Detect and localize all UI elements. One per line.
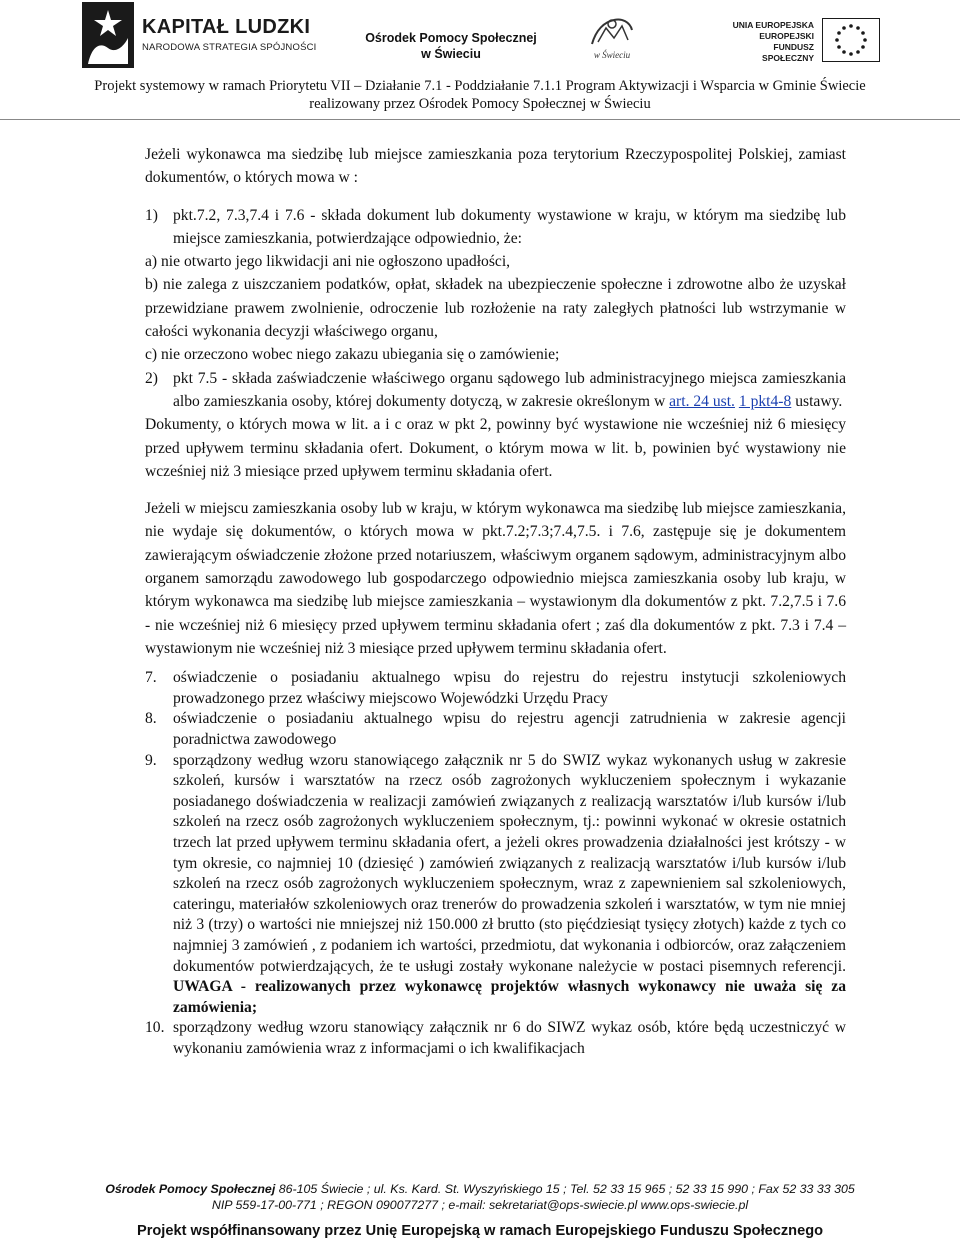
item-1b: b) nie zalega z uiszczaniem podatków, opłat, składek na ubezpieczenie społeczne i zdrowotne albo że uzyskał przewidziane prawem zwolnienie, odroczenie lub rozłożenie na raty zaległych płatności lub wstrzymanie w całości wykonania decyzji właściwego organu,	[145, 276, 846, 341]
eu-line2: EUROPEJSKI	[759, 31, 814, 41]
warning-note: UWAGA - realizowanych przez wykonawcę projektów własnych wykonawcy nie uważa się za zamówienia;	[173, 978, 846, 1016]
ops-name-line1: Ośrodek Pomocy Społecznej	[365, 31, 537, 45]
footer-address: Ośrodek Pomocy Społecznej 86-105 Świecie ; ul. Ks. Kard. St. Wyszyńskiego 15 ; Tel. 52 33 15 965 ; 52 33 15 990 ; Fax 52 33 33 305	[105, 1182, 855, 1196]
paragraph-foreign-contractor: Jeżeli wykonawca ma siedzibę lub miejsce zamieszkania poza terytorium Rzeczypospolitej Polskiej, zamiast dokumentów, o których mowa w :	[145, 146, 846, 187]
ops-name	[356, 30, 546, 62]
kl-title: KAPITAŁ LUDZKI	[142, 16, 311, 38]
list-item-1	[145, 204, 846, 251]
list-item: 10. sporządzony według wzoru stanowiący załącznik nr 6 do SIWZ wykaz osób, które będą uczestniczyć w wykonaniu zamówienia wraz z informacjami o ich kwalifikacjach	[145, 1019, 846, 1057]
item-1c: c) nie orzeczono wobec niego zakazu ubiegania się o zamówienie;	[145, 346, 560, 364]
list-item-2	[145, 367, 846, 414]
item-number: 2)	[145, 369, 158, 387]
ops-name-line2: w Świeciu	[421, 47, 481, 61]
item-number: 1)	[145, 206, 158, 224]
footer-cofinancing: Projekt współfinansowany przez Unię Europejską w ramach Europejskiego Funduszu Społecznego	[136, 1223, 824, 1239]
page-header	[0, 0, 960, 122]
eu-flag-icon	[822, 18, 880, 62]
document-body	[145, 143, 846, 1060]
numbered-list	[145, 668, 846, 1059]
law-link-art-24[interactable]: art. 24 ust.	[669, 392, 735, 410]
list-item: 8. oświadczenie o posiadaniu aktualnego wpisu do rejestru agencji zatrudnienia w zakresie agencji poradnictwa zawodowego	[145, 710, 846, 749]
eu-logo	[722, 18, 882, 66]
item-1a: a) nie otwarto jego likwidacji ani nie ogłoszono upadłości,	[145, 253, 511, 271]
eu-line1: UNIA EUROPEJSKA	[732, 20, 814, 30]
kapital-ludzki-logo	[82, 2, 322, 68]
kapital-ludzki-emblem-icon	[82, 2, 134, 68]
item-text: pkt.7.2, 7.3,7.4 i 7.6 - składa dokument lub dokumenty wystawione w kraju, w którym ma siedzibę lub miejsce zamieszkania, potwierdzające odpowiednio, że:	[173, 206, 846, 247]
paragraph-notary-statement: Jeżeli w miejscu zamieszkania osoby lub w kraju, w którym wykonawca ma siedzibę lub miejsce zamieszkania, nie wydaje się dokumentów, o których mowa w pkt.7.2;7.3;7.4,7.5. i 7.6, zastępuje się je dokumentem zawierającym oświadczenie złożone przed notariuszem, właściwym organem sądowym, administracyjnym albo organem samorządu zawodowego lub gospodarczego odpowiednio miejsca zamieszkania osoby lub kraju, w którym wykonawca ma siedzibę lub miejsce zamieszkania – wystawionym dla dokumentów z pkt. 7.2,7.5 i 7.6 - nie wcześniej niż 6 miesięcy przed upływem terminu składania ofert ; zaś dla dokumentów z pkt. 7.3 i 7.4 – wystawionym nie wcześniej niż 3 miesiące przed upływem terminu składania ofert.	[145, 500, 846, 657]
project-line-2: realizowany przez Ośrodek Pomocy Społecznej w Świeciu	[309, 96, 651, 112]
paragraph-document-dates: Dokumenty, o których mowa w lit. a i c oraz w pkt 2, powinny być wystawione nie wcześniej niż 6 miesięcy przed upływem terminu składania ofert. Dokument, o którym mowa w lit. b, powinien być wystawiony nie wcześniej niż 3 miesiące przed upływem terminu składania ofert.	[145, 416, 846, 480]
list-item: 9. sporządzony według wzoru stanowiącego załącznik nr 5 do SWIZ wykaz wykonanych usług w zakresie szkoleń, kursów i warsztatów na rzecz osób zagrożonych wykluczeniem społecznym i wykazanie posiadanego doświadczenia w realizacji zamówień związanych z realizacją warsztatów i/lub kursów i/lub szkoleń na rzecz osób zagrożonych wykluczeniem społecznym, tj.: powinni wykonać w okresie ostatnich trzech lat przed upływem terminu składania ofert, a jeżeli okres prowadzenia działalności jest krótszy - w tym okresie, co najmniej 10 (dziesięć ) zamówień związanych z realizacją warsztatów i/lub kursów i/lub szkoleń na rzecz osób zagrożonych wykluczeniem społecznym, wraz z zapewnieniem sal szkoleniowych, cateringu, materiałów szkoleniowych oraz trenerów do prowadzenia szkoleń i warsztatów, w tym nie mniej niż 3 (trzy) o wartości nie mniejszej niż 150.000 zł brutto (sto pięćdziesiąt tysięcy złotych) każde z tych co najmniej 3 zamówień , z podaniem ich wartości, przedmiotu, dat wykonania i odbiorców, oraz załączeniem dokumentów potwierdzających, że te usługi zostały wykonane należycie w postaci pisemnych referencji. UWAGA - realizowanych przez wykonawcę projektów własnych wykonawcy nie uważa się za zamówienia;	[145, 751, 846, 1016]
kl-subtitle: NARODOWA STRATEGIA SPÓJNOŚCI	[142, 42, 317, 53]
eu-line3: FUNDUSZ SPOŁECZNY	[762, 42, 814, 63]
project-line-1: Projekt systemowy w ramach Priorytetu VII – Działanie 7.1 - Poddziałanie 7.1.1 Program Aktywizacji i Wsparcia w Gminie Świecie	[94, 78, 866, 94]
law-link-pkt[interactable]: 1 pkt4-8	[738, 392, 792, 410]
eu-text	[722, 20, 814, 64]
ops-logo-text: w Świeciu	[593, 50, 631, 60]
footer-contact: NIP 559-17-00-771 ; REGON 090077277 ; e-mail: sekretariat@ops-swiecie.pl www.ops-swiecie.pl	[211, 1198, 749, 1212]
header-divider	[0, 119, 960, 120]
ops-swiecie-logo-icon	[584, 8, 640, 64]
list-item: 7. oświadczenie o posiadaniu aktualnego wpisu do rejestru do rejestru instytucji szkoleniowych prowadzonego przez właściwy miejscowo Wojewódzki Urzędu Pracy	[145, 669, 846, 707]
item-text: pkt 7.5 - składa zaświadczenie właściwego organu sądowego lub administracyjnego miejsca zamieszkania albo zamieszkania osoby, której dokumenty dotyczą, w zakresie określonym w art. 24 ust. 1 pkt4-8 ustawy.	[173, 369, 846, 410]
